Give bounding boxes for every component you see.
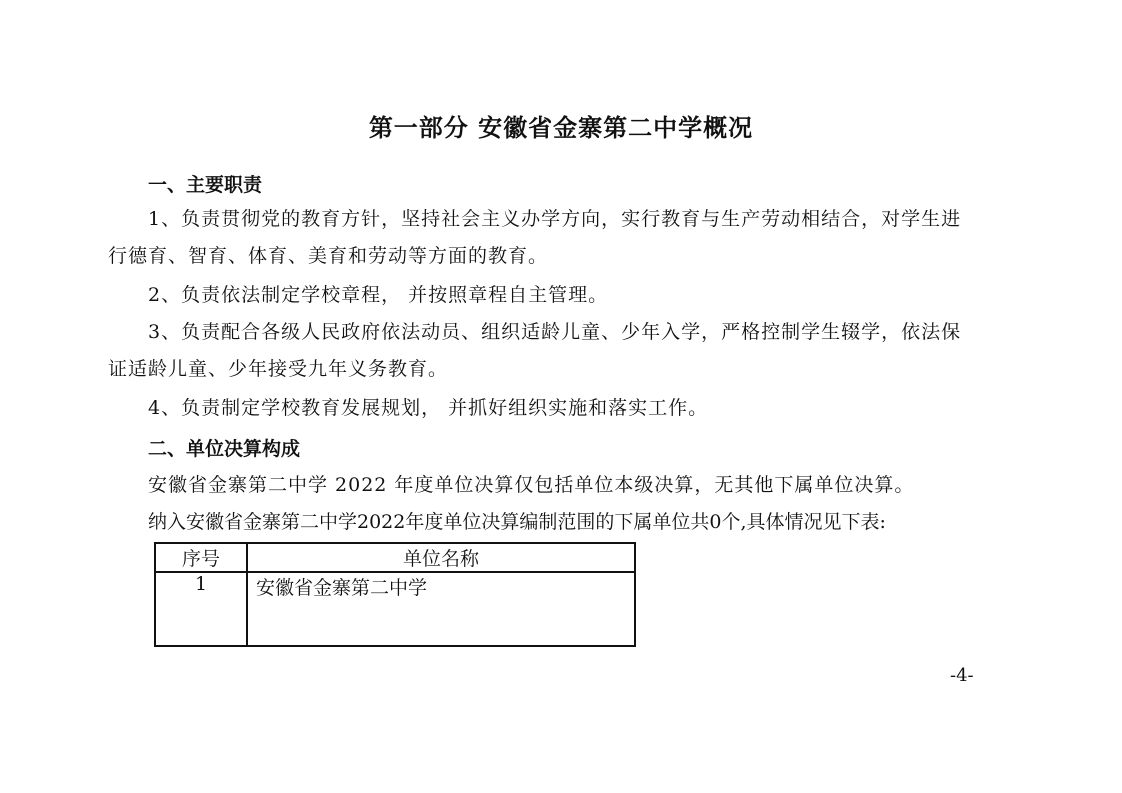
section2-paragraph-1: 安徽省金寨第二中学 2022 年度单位决算仅包括单位本级决算，无其他下属单位决算。 bbox=[148, 474, 915, 496]
units-table bbox=[154, 542, 636, 647]
page-number: -4- bbox=[950, 665, 974, 686]
section2-paragraph-2: 纳入安徽省金寨第二中学2022年度单位决算编制范围的下属单位共0个,具体情况见下表: bbox=[148, 511, 886, 533]
section2-heading: 二、单位决算构成 bbox=[148, 438, 301, 460]
duty-item-4: 4、负责制定学校教育发展规划， 并抓好组织实施和落实工作。 bbox=[148, 397, 709, 419]
section1-heading: 一、主要职责 bbox=[148, 174, 263, 196]
duty-item-1: 1、负责贯彻党的教育方针，坚持社会主义办学方向，实行教育与生产劳动相结合，对学生进行德育、智育、体育、美育和劳动等方面的教育。 bbox=[108, 208, 962, 267]
row-unit-name: 安徽省金寨第二中学 bbox=[247, 572, 635, 646]
table-row bbox=[155, 572, 635, 646]
row-serial: 1 bbox=[155, 572, 247, 646]
header-serial: 序号 bbox=[155, 543, 247, 572]
duty-item-3: 3、负责配合各级人民政府依法动员、组织适龄儿童、少年入学，严格控制学生辍学，依法保证适龄儿童、少年接受九年义务教育。 bbox=[108, 321, 962, 380]
table-header-row bbox=[155, 543, 635, 572]
header-unit-name: 单位名称 bbox=[247, 543, 635, 572]
duty-item-2: 2、负责依法制定学校章程， 并按照章程自主管理。 bbox=[148, 284, 609, 306]
page-title: 第一部分 安徽省金寨第二中学概况 bbox=[368, 113, 754, 142]
